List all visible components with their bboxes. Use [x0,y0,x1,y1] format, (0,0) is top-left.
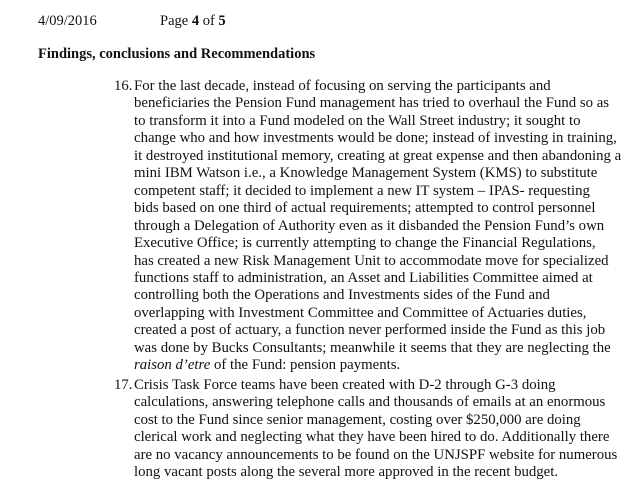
paragraph-line: it destroyed institutional memory, creating at great expense and then abandoning a [134,147,622,164]
paragraph-line: functions staff to administration, an Asset and Liabilities Committee aimed at [134,269,593,286]
paragraph-line: beneficiaries the Pension Fund management has tried to overhaul the Fund so as [134,95,610,112]
paragraph-line: calculations, answering telephone calls and thousands of emails at an enormous [134,394,606,411]
paragraph-line: change who and how investments would be done; instead of investing in training, [134,130,617,147]
paragraph-line: controlling both the Operations and Investments sides of the Fund and [134,287,550,304]
header-page-number [160,12,226,30]
line-continuation: of the Fund: pension payments. [210,357,401,374]
item-paragraph [134,78,621,375]
paragraph-line: has created a new Risk Management Unit to accommodate move for specialized [134,252,609,269]
paragraph-line: mini IBM Watson i.e., a Knowledge Management System (KMS) to substitute [134,165,598,182]
page-current: 4 [191,13,200,29]
page-total: 5 [218,13,226,29]
paragraph-line: long vacant posts along the several more approved in the recent budget. [134,464,559,481]
paragraph-line: overlapping with Investment Committee and Committee of Actuaries duties, [134,304,587,321]
paragraph-line: competent staff; it decided to implement a new IT system – IPAS- requesting [134,182,590,199]
paragraph-line: Executive Office; is currently attempting to change the Financial Regulations, [134,235,596,252]
paragraph-line: to transform it into a Fund modeled on the Wall Street industry; it sought to [134,112,581,129]
paragraph-line: cost to the Fund since senior management, costing over $250,000 are doing [134,411,581,428]
paragraph-last-line [134,357,621,374]
paragraph-line: are no vacancy announcements to be found on the UNJSPF website for numerous [134,446,618,463]
page-of: of [199,13,219,29]
item-number: 16. [114,78,133,94]
header-date: 4/09/2016 [38,13,97,29]
section-heading: Findings, conclusions and Recommendations [38,46,316,62]
paragraph-line: was done by Bucks Consultants; meanwhile it seems that they are neglecting the [134,339,611,356]
italic-phrase: raison d’etre [134,357,211,374]
paragraph-line: Crisis Task Force teams have been created with D-2 through G-3 doing [134,377,556,393]
item-number: 17. [114,377,133,393]
item-paragraph [134,377,617,482]
page-label: Page [160,13,192,29]
paragraph-line: bids based on one third of actual requirements; attempted to control personnel [134,200,596,217]
paragraph-line: For the last decade, instead of focusing on serving the participants and [134,78,551,94]
paragraph-line: created a post of actuary, a function never performed inside the Fund as this job [134,322,606,339]
paragraph-line: clerical work and neglecting what they have been hired to do. Additionally there [134,429,610,446]
paragraph-line: through a Delegation of Authority even as it disbanded the Pension Fund’s own [134,217,605,234]
